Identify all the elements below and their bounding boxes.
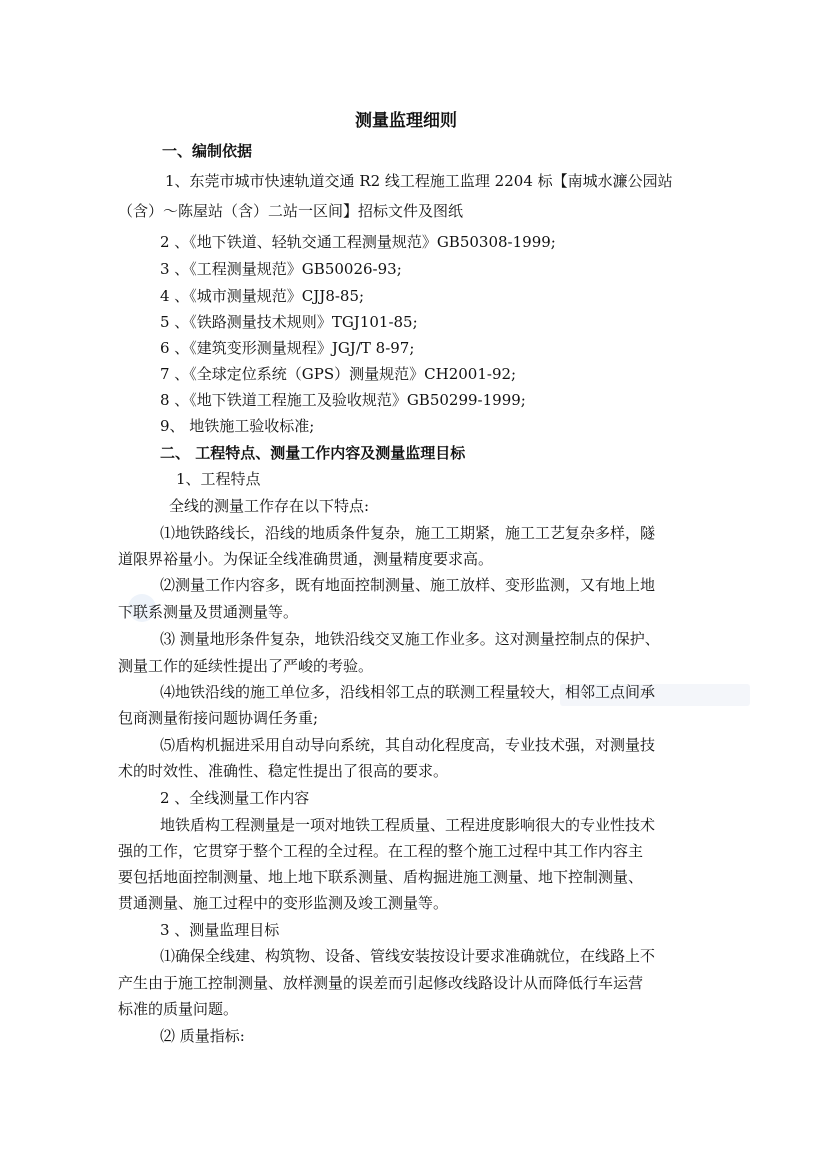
paragraph-line: 全线的测量工作存在以下特点: [169, 497, 370, 515]
paragraph-line: 地铁盾构工程测量是一项对地铁工程质量、工程进度影响很大的专业性技术 [160, 816, 656, 834]
basis-item: （含）～陈屋站（含）二站一区间】招标文件及图纸 [118, 202, 464, 220]
paragraph-line: 包商测量衔接问题协调任务重; [118, 709, 319, 727]
document-title: 测量监理细则 [355, 111, 457, 131]
section-heading-basis: 一、编制依据 [162, 142, 253, 160]
paragraph-line: 下联系测量及贯通测量等。 [118, 603, 299, 621]
paragraph-line: ⑴确保全线建、构筑物、设备、管线安装按设计要求准确就位，在线路上不 [160, 947, 656, 965]
subsection-heading: 2 、全线测量工作内容 [160, 789, 310, 807]
subsection-heading: 1、工程特点 [176, 470, 261, 488]
section-heading-features: 二、 工程特点、测量工作内容及测量监理目标 [160, 444, 466, 462]
paragraph-line: ⑵ 质量指标: [160, 1027, 245, 1045]
basis-item: 3 、《工程测量规范》GB50026-93; [160, 260, 402, 278]
paragraph-line: 产生由于施工控制测量、放样测量的误差而引起修改线路设计从而降低行车运营 [118, 974, 644, 992]
basis-item: 9、 地铁施工验收标准; [160, 417, 315, 435]
basis-item: 2 、《地下铁道、轻轨交通工程测量规范》GB50308-1999; [160, 233, 556, 251]
paragraph-line: 强的工作，它贯穿于整个工程的全过程。在工程的整个施工过程中其工作内容主 [118, 842, 644, 860]
basis-item: 5 、《铁路测量技术规则》TGJ101-85; [160, 313, 418, 331]
basis-item: 6 、《建筑变形测量规程》JGJ/T 8-97; [160, 339, 415, 357]
subsection-heading: 3 、测量监理目标 [160, 921, 280, 939]
paragraph-line: ⑷地铁沿线的施工单位多，沿线相邻工点的联测工程量较大，相邻工点间承 [160, 683, 656, 701]
paragraph-line: 要包括地面控制测量、地上地下联系测量、盾构掘进施工测量、地下控制测量、 [118, 868, 644, 886]
paragraph-line: ⑶ 测量地形条件复杂，地铁沿线交叉施工作业多。这对测量控制点的保护、 [160, 630, 660, 648]
basis-item: 8 、《地下铁道工程施工及验收规范》GB50299-1999; [160, 391, 526, 409]
paragraph-line: 道限界裕量小。为保证全线准确贯通，测量精度要求高。 [118, 550, 494, 568]
paragraph-line: 测量工作的延续性提出了严峻的考验。 [118, 657, 374, 675]
basis-item: 7 、《全球定位系统（GPS）测量规范》CH2001-92; [160, 365, 517, 383]
basis-item: 4 、《城市测量规范》CJJ8-85; [160, 287, 365, 305]
paragraph-line: ⑸盾构机掘进采用自动导向系统，其自动化程度高，专业技术强，对测量技 [160, 736, 656, 754]
paragraph-line: ⑴地铁路线长，沿线的地质条件复杂，施工工期紧，施工工艺复杂多样，隧 [160, 524, 656, 542]
paragraph-line: 贯通测量、施工过程中的变形监测及竣工测量等。 [118, 894, 449, 912]
paragraph-line: 术的时效性、准确性、稳定性提出了很高的要求。 [118, 762, 449, 780]
basis-item: 1、东莞市城市快速轨道交通 R2 线工程施工监理 2204 标【南城水濂公园站 [165, 172, 673, 190]
paragraph-line: 标准的质量问题。 [118, 1000, 239, 1018]
paragraph-line: ⑵测量工作内容多，既有地面控制测量、施工放样、变形监测，又有地上地 [160, 576, 656, 594]
